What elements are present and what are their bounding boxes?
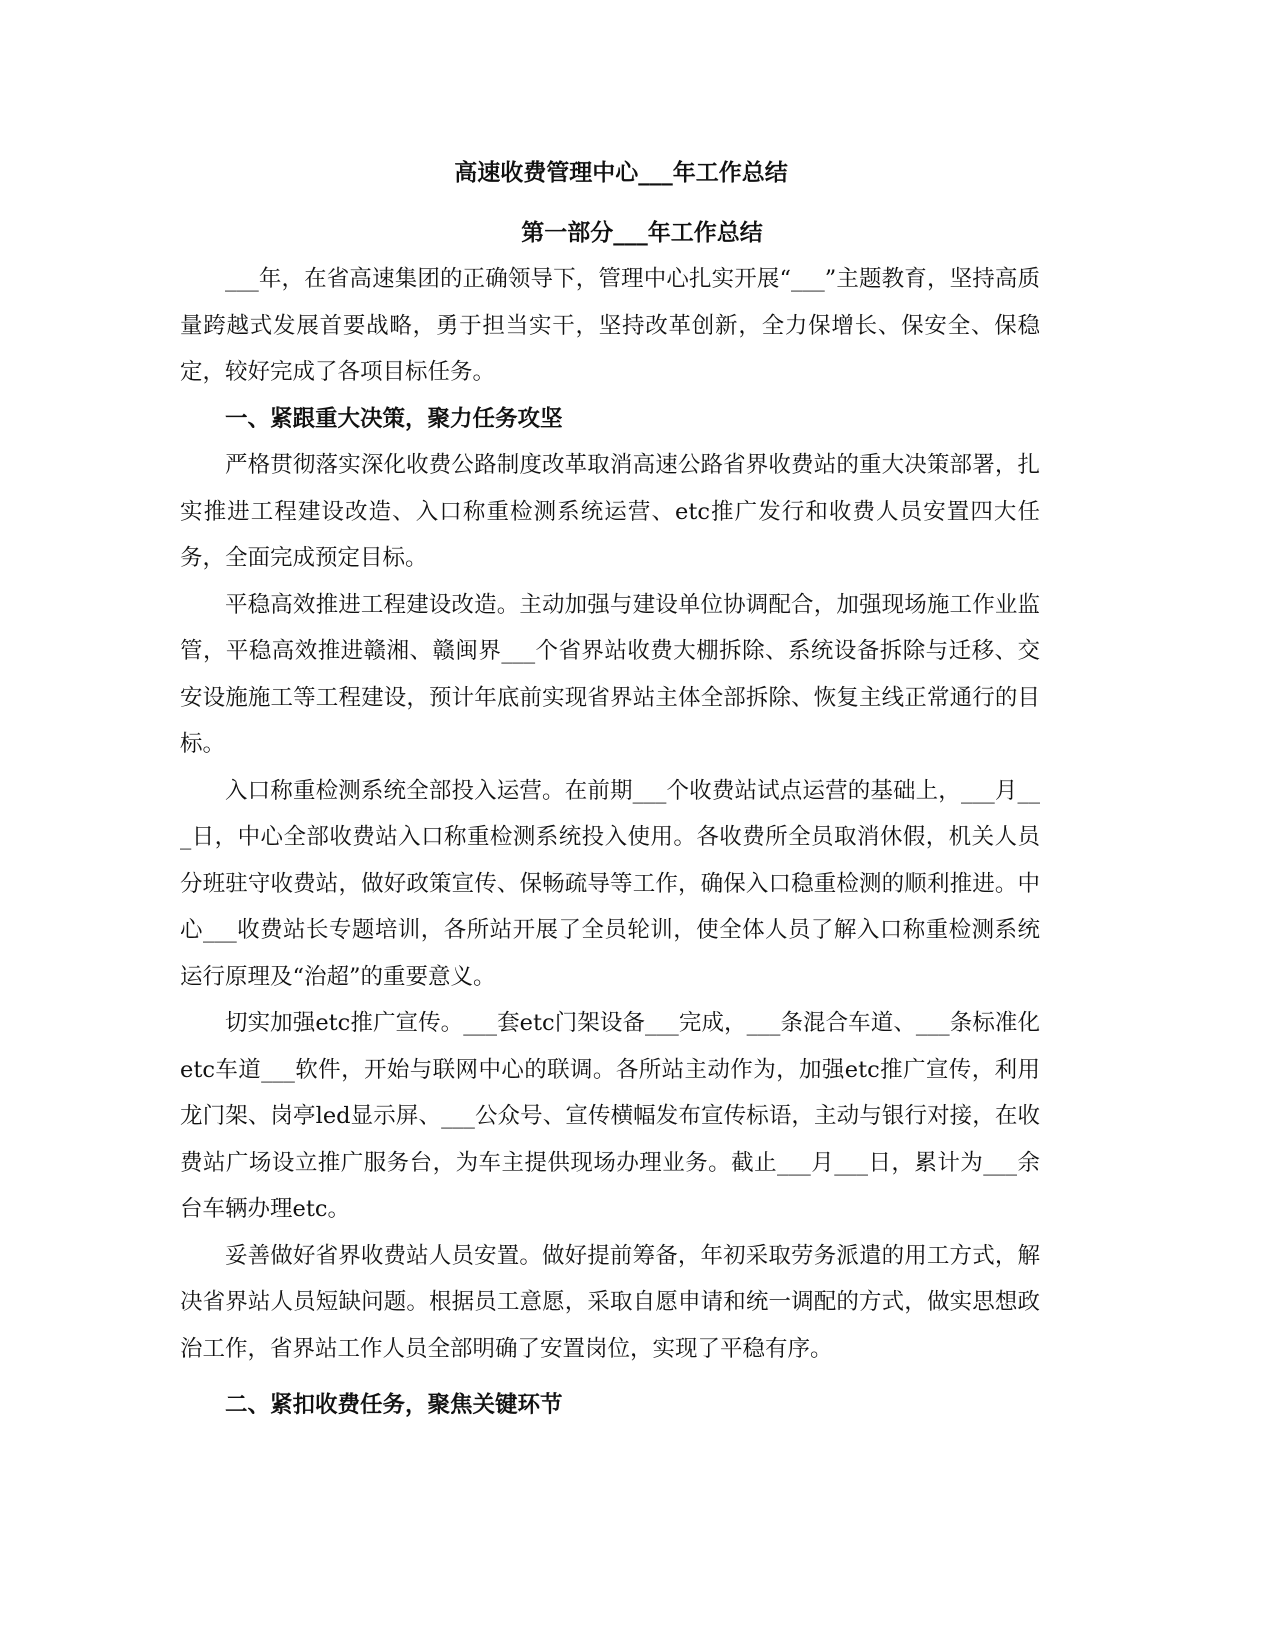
- body-paragraph: 平稳高效推进工程建设改造。主动加强与建设单位协调配合，加强现场施工作业监管，平稳高效推进赣湘、赣闽界___个省界站收费大棚拆除、系统设备拆除与迁移、交安设施施工等工程建设，预计年底前实现省界站主体全部拆除、恢复主线正常通行的目标。: [180, 591, 1040, 757]
- document-page: [180, 150, 1040, 1429]
- intro-paragraph: ___年，在省高速集团的正确领导下，管理中心扎实开展“___”主题教育，坚持高质量跨越式发展首要战略，勇于担当实干，坚持改革创新，全力保增长、保安全、保稳定，较好完成了各项目标任务。: [180, 266, 1040, 385]
- section-heading-1: 一、紧跟重大决策，聚力任务攻坚: [225, 405, 563, 432]
- body-paragraph: 妥善做好省界收费站人员安置。做好提前筹备，年初采取劳务派遣的用工方式，解决省界站人员短缺问题。根据员工意愿，采取自愿申请和统一调配的方式，做实思想政治工作，省界站工作人员全部明确了安置岗位，实现了平稳有序。: [180, 1242, 1040, 1362]
- body-paragraph: 严格贯彻落实深化收费公路制度改革取消高速公路省界收费站的重大决策部署，扎实推进工程建设改造、入口称重检测系统运营、etc推广发行和收费人员安置四大任务，全面完成预定目标。: [180, 452, 1040, 571]
- document-subtitle: 第一部分___年工作总结: [521, 220, 763, 246]
- document-title: 高速收费管理中心___年工作总结: [454, 160, 788, 186]
- section-heading-2: 二、紧扣收费任务，聚焦关键环节: [225, 1392, 563, 1418]
- body-paragraph: 切实加强etc推广宣传。___套etc门架设备___完成，___条混合车道、___条标准化etc车道___软件，开始与联网中心的联调。各所站主动作为，加强etc推广宣传，利用龙门架、岗亭led显示屏、___公众号、宣传横幅发布宣传标语，主动与银行对接，在收费站广场设立推广服务台，为车主提供现场办理业务。截止___月___日，累计为___余台车辆办理etc。: [180, 1010, 1040, 1222]
- body-paragraph: 入口称重检测系统全部投入运营。在前期___个收费站试点运营的基础上，___月___日，中心全部收费站入口称重检测系统投入使用。各收费所全员取消休假，机关人员分班驻守收费站，做好政策宣传、保畅疏导等工作，确保入口稳重检测的顺利推进。中心___收费站长专题培训，各所站开展了全员轮训，使全体人员了解入口称重检测系统运行原理及“治超”的重要意义。: [180, 777, 1040, 990]
